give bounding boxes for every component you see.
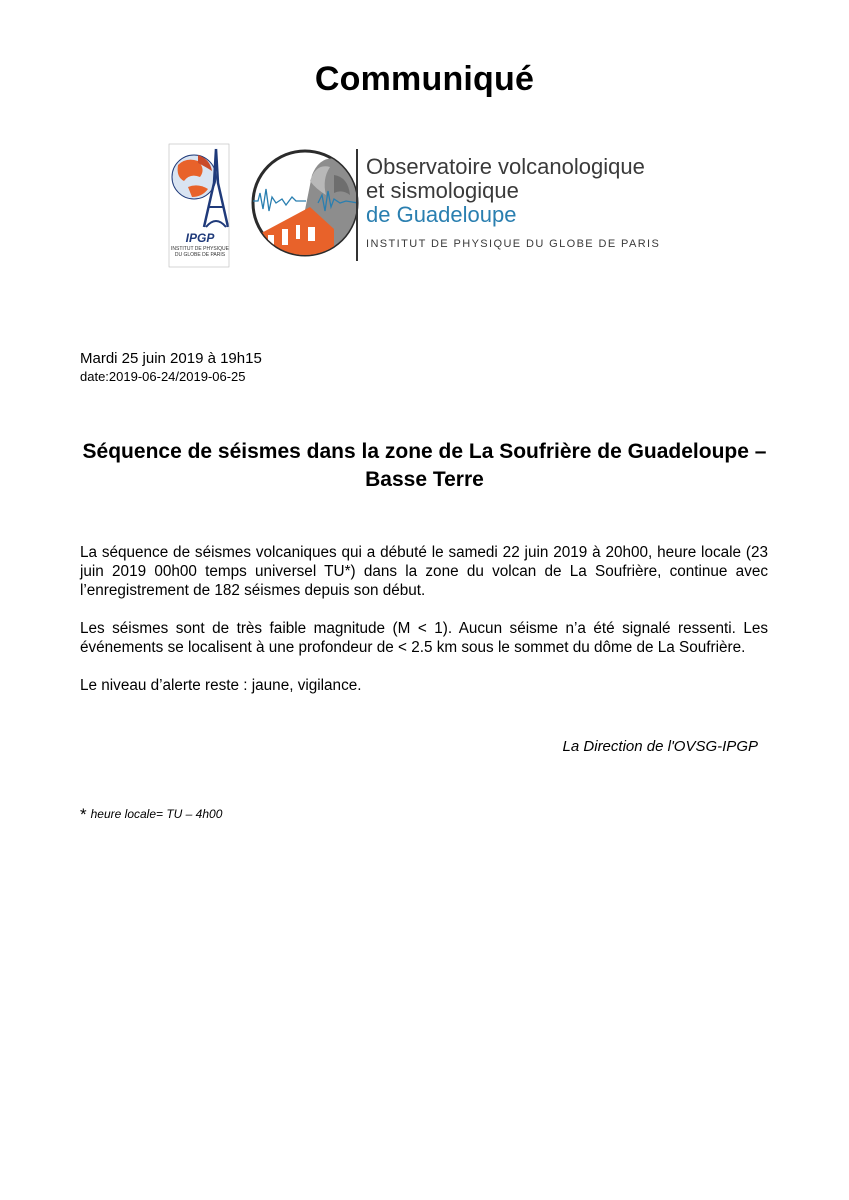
body-paragraph: La séquence de séismes volcaniques qui a débuté le samedi 22 juin 2019 à 20h00, heure locale (23 juin 2019 00h00 temps universel TU*) dans la zone du volcan de La Soufrière, continue avec l’enregistrement de 182 séismes depuis son début. [80, 544, 768, 599]
ovsg-institute: INSTITUT DE PHYSIQUE DU GLOBE DE PARIS [366, 238, 661, 250]
logo-divider [356, 149, 358, 261]
body-paragraph: Le niveau d’alerte reste : jaune, vigilance. [80, 677, 362, 694]
body-text [80, 543, 768, 714]
footnote-marker: * [80, 805, 87, 824]
ovsg-emblem [250, 145, 360, 265]
ovsg-line-2: et sismologique [366, 178, 519, 203]
body-paragraph: Les séismes sont de très faible magnitude (M < 1). Aucun séisme n’a été signalé ressenti. Les événements se localisent à une profondeur de < 2.5 km sous le sommet du dôme de La Soufrière. [80, 620, 768, 656]
ipgp-logo [168, 143, 230, 268]
headline: Séquence de séismes dans la zone de La Soufrière de Guadeloupe – Basse Terre [82, 440, 767, 491]
footnote [80, 805, 222, 825]
publication-date: Mardi 25 juin 2019 à 19h15 [80, 350, 262, 367]
volcano-observatory-icon [250, 145, 360, 265]
ovsg-line-3: de Guadeloupe [366, 202, 517, 227]
signature: La Direction de l'OVSG-IPGP [562, 738, 758, 755]
ipgp-abbr: IPGP [185, 231, 215, 245]
logo-banner [168, 143, 668, 268]
ovsg-wordmark [366, 155, 666, 250]
page-title: Communiqué [314, 60, 535, 98]
ipgp-subtitle: INSTITUT DE PHYSIQUE DU GLOBE DE PARIS [171, 246, 229, 258]
date-range: date:2019-06-24/2019-06-25 [80, 369, 246, 384]
footnote-text: heure locale= TU – 4h00 [90, 807, 223, 821]
ovsg-line-1: Observatoire volcanologique [366, 154, 645, 179]
